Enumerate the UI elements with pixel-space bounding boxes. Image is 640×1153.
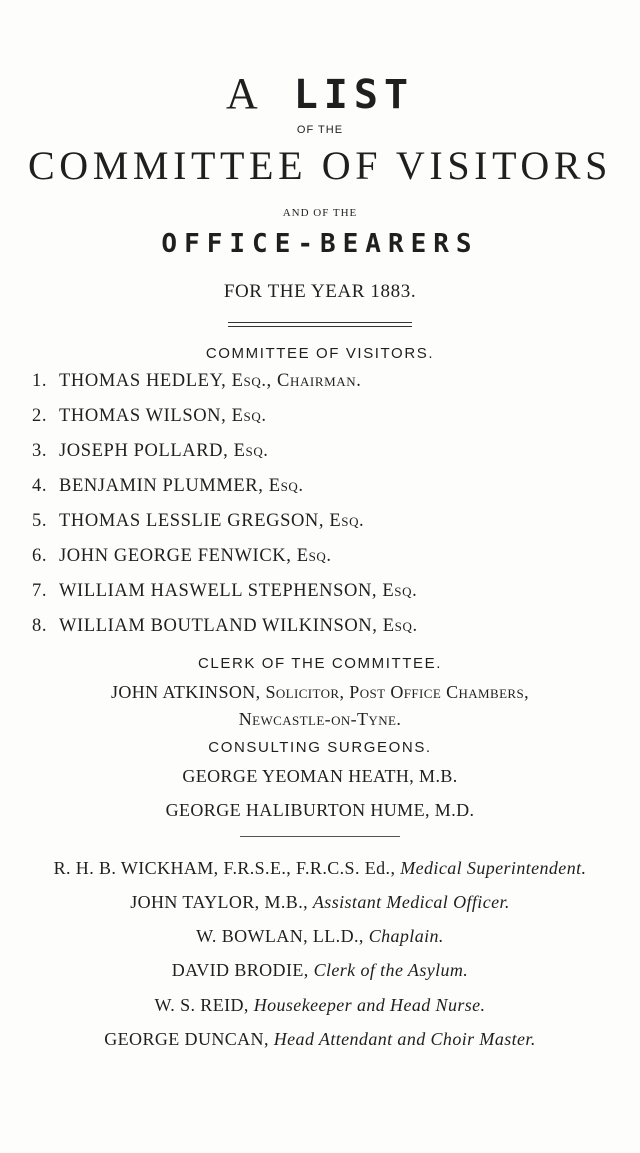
member-number: 8. — [32, 616, 48, 636]
member-suffix: Esq. — [231, 406, 267, 426]
officer-entry — [0, 958, 640, 982]
officer-entry — [0, 1027, 640, 1051]
committee-member — [32, 369, 632, 393]
member-number: 1. — [32, 371, 48, 391]
double-rule-divider — [228, 322, 412, 327]
member-number: 3. — [32, 441, 48, 461]
member-name: THOMAS LESSLIE GREGSON, — [59, 511, 325, 531]
clerk-name: JOHN ATKINSON, — [110, 682, 261, 702]
clerk-line — [0, 680, 640, 704]
committee-member — [32, 439, 632, 463]
officer-title: Medical Superintendent. — [400, 858, 587, 878]
officer-name: DAVID BRODIE, — [171, 960, 309, 980]
officer-name: GEORGE DUNCAN, — [104, 1029, 269, 1049]
member-name: THOMAS HEDLEY, — [59, 371, 227, 391]
officer-entry — [0, 924, 640, 948]
member-role: Chairman. — [277, 371, 362, 391]
member-suffix: Esq. — [382, 581, 418, 601]
member-name: JOSEPH POLLARD, — [59, 441, 229, 461]
surgeon-entry: GEORGE HALIBURTON HUME, M.D. — [165, 800, 475, 820]
title-office-bearers: OFFICE-BEARERS — [161, 229, 479, 259]
committee-member — [32, 614, 632, 638]
committee-member — [32, 579, 632, 603]
member-name: JOHN GEORGE FENWICK, — [59, 546, 292, 566]
member-suffix: Esq. — [329, 511, 365, 531]
officer-name: R. H. B. WICKHAM, F.R.S.E., F.R.C.S. Ed., — [53, 858, 396, 878]
subtitle-and-of-the: AND OF THE — [282, 207, 358, 219]
title-year: FOR THE YEAR 1883. — [223, 281, 417, 302]
officer-title: Assistant Medical Officer. — [312, 892, 510, 912]
member-name: BENJAMIN PLUMMER, — [59, 476, 264, 496]
member-number: 7. — [32, 581, 48, 601]
member-number: 6. — [32, 546, 48, 566]
officer-title: Head Attendant and Choir Master. — [273, 1029, 536, 1049]
member-suffix: Esq. — [268, 476, 304, 496]
member-suffix: Esq. — [382, 616, 418, 636]
officer-entry — [0, 856, 640, 880]
member-number: 2. — [32, 406, 48, 426]
officer-name: JOHN TAYLOR, M.B., — [130, 892, 308, 912]
committee-member — [32, 404, 632, 428]
officer-title: Chaplain. — [368, 926, 444, 946]
title-line — [0, 68, 640, 121]
committee-member — [32, 544, 632, 568]
member-suffix: Esq. — [233, 441, 269, 461]
subtitle-of-the: OF THE — [296, 124, 344, 136]
committee-heading: COMMITTEE OF VISITORS. — [205, 345, 435, 362]
committee-member — [32, 509, 632, 533]
officer-title: Housekeeper and Head Nurse. — [253, 995, 486, 1015]
surgeon-entry: GEORGE YEOMAN HEATH, M.B. — [182, 766, 458, 786]
title-committee-of-visitors: COMMITTEE OF VISITORS — [27, 143, 613, 188]
title-list: LIST — [293, 72, 415, 118]
clerk-place: Newcastle-on-Tyne. — [238, 709, 402, 729]
clerk-heading: CLERK OF THE COMMITTEE. — [197, 655, 443, 672]
member-number: 5. — [32, 511, 48, 531]
officer-title: Clerk of the Asylum. — [313, 960, 469, 980]
title-article: A — [225, 69, 268, 118]
surgeons-heading: CONSULTING SURGEONS. — [208, 739, 432, 756]
member-suffix: Esq., — [231, 371, 272, 391]
member-name: WILLIAM HASWELL STEPHENSON, — [59, 581, 378, 601]
member-number: 4. — [32, 476, 48, 496]
member-name: WILLIAM BOUTLAND WILKINSON, — [59, 616, 378, 636]
member-suffix: Esq. — [296, 546, 332, 566]
officer-name: W. S. REID, — [154, 995, 249, 1015]
clerk-detail: Solicitor, Post Office Chambers, — [265, 682, 530, 702]
officer-entry — [0, 993, 640, 1017]
officer-name: W. BOWLAN, LL.D., — [196, 926, 364, 946]
committee-member — [32, 474, 632, 498]
officer-entry — [0, 890, 640, 914]
single-rule-divider — [240, 836, 400, 837]
member-name: THOMAS WILSON, — [59, 406, 227, 426]
